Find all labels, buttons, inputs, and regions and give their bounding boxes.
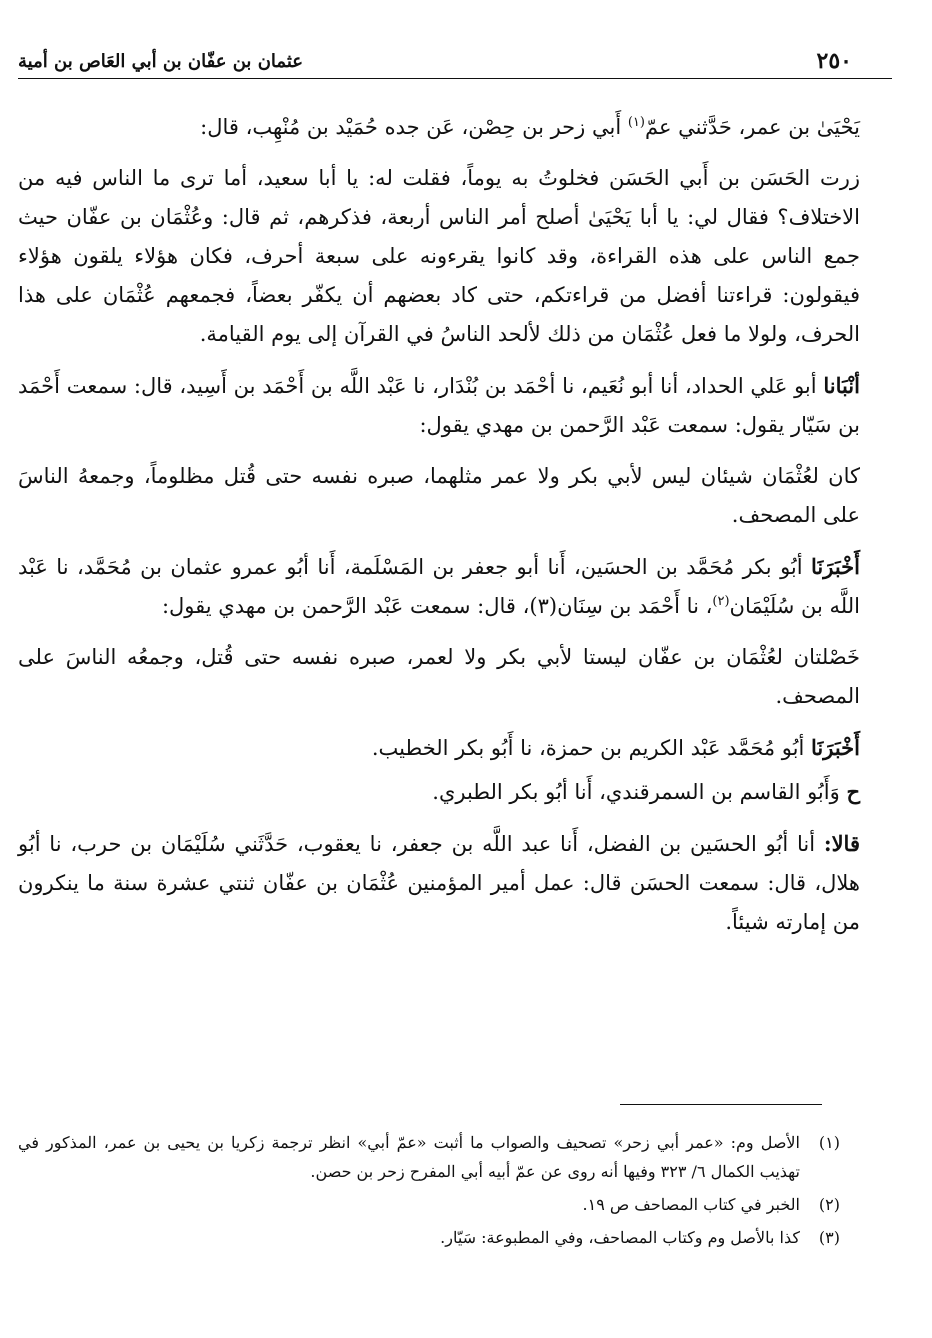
paragraph <box>18 824 860 942</box>
paragraph-text: كان لعُثْمَان شيئان ليس لأبي بكر ولا عمر مثلهما، صبره نفسه حتى قُتل مظلوماً، وجمعهُ الناسَ على المصحف. <box>18 464 860 527</box>
paragraph-lead: ح <box>846 779 860 804</box>
paragraph-lead: قالا: <box>823 831 860 856</box>
paragraph <box>18 457 860 535</box>
paragraph <box>18 772 860 812</box>
paragraph-text: خَصْلتان لعُثْمَان بن عفّان ليستا لأبي بكر ولا لعمر، صبره نفسه حتى قُتل، وجمعُه الناسَ على المصحف. <box>18 645 860 708</box>
footnote-divider <box>620 1104 822 1105</box>
paragraph <box>18 638 860 716</box>
paragraph <box>18 547 860 626</box>
paragraph-text: أبُو مُحَمَّد عَبْد الكريم بن حمزة، نا أَبُو بكر الخطيب. <box>371 736 812 760</box>
footnote-ref: (٢) <box>712 594 730 609</box>
paragraph-lead: أَخْبَرَنَا <box>811 735 860 760</box>
main-text <box>18 108 860 954</box>
footnote-ref: (١) <box>627 115 645 130</box>
paragraph <box>18 728 860 768</box>
paragraph-text: زرت الحَسَن بن أَبي الحَسَن فخلوتُ به يوماً، فقلت له: يا أبا سعيد، أما ترى ما الناس فيه من الاختلاف؟ فقال لي: يا أبا يَحْيَىٰ أصلح أمر الناس أربعة، فذكرهم، ثم قال: وعُثْمَان بن عفّان حيث جمع الناس على هذه القراءة، وقد كانوا يقرءونه على سبعة أحرف، فكان هؤلاء يلقون هؤلاء فيقولون: قراءتنا أفضل من قراءتكم، حتى كاد بعضهم أن يكفّر بعضاً، فجمعهم عُثْمَان على هذا الحرف، ولولا ما فعل عُثْمَان من ذلك لألحد الناسُ في القرآن إلى يوم القيامة. <box>18 166 860 346</box>
footnote-number: (٣) <box>818 1228 840 1247</box>
paragraph-text: أبُو بكر مُحَمَّد بن الحسَين، أَنا أبو جعفر بن المَسْلَمة، أَنا أبُو عمرو عثمان بن مُحَمَّد، نا عَبْد اللَّه بن سُلَيْمَان <box>18 555 860 618</box>
paragraph-text: وَأَبُو القاسم بن السمرقندي، أَنا أبُو بكر الطبري. <box>432 780 847 804</box>
footnote <box>18 1128 840 1186</box>
running-title: عثمان بن عفّان بن أبي العَاص بن أمية <box>18 51 303 72</box>
page-number: ٢٥٠ <box>816 48 852 74</box>
footnote <box>18 1223 840 1252</box>
paragraph-lead: أنْبَانا <box>823 373 860 398</box>
footnote-number: (١) <box>818 1133 840 1152</box>
footnote-number: (٢) <box>818 1195 840 1214</box>
paragraph <box>18 108 860 147</box>
paragraph-text: أبو عَلي الحداد، أنا أبو نُعَيم، نا أحْمَد بن بُنْدَار، نا عَبْد اللَّه بن أَحْمَد بن أَسِيد، قال: سمعت أَحْمَد بن سَيّار يقول: سمعت عَبْد الرَّحمن بن مهدي يقول: <box>18 374 860 437</box>
footnote-text: الخبر في كتاب المصاحف ص ١٩. <box>582 1195 800 1214</box>
footnote-text: الأصل وم: «عمر أبي زحر» تصحيف والصواب ما أثبت «عمّ أبي» انظر ترجمة زكريا بن يحيى بن عمر، المذكور في تهذيب الكمال ٦/ ٣٢٣ وفيها أنه روى عن عمّ أبيه أبي المفرح زحر بن حصن. <box>18 1133 800 1181</box>
footnote-text: كذا بالأصل وم وكتاب المصاحف، وفي المطبوعة: سَيّار. <box>440 1228 800 1247</box>
paragraph <box>18 159 860 354</box>
paragraph-tail: ، نا أَحْمَد بن سِنَان(٣)، قال: سمعت عَبْد الرَّحمن بن مهدي يقول: <box>161 594 713 618</box>
paragraph-text: يَحْيَىٰ بن عمر، حَدَّثني عمّ <box>644 115 860 139</box>
paragraph <box>18 366 860 445</box>
footnote <box>18 1190 840 1219</box>
paragraph-text: أنا أبُو الحسَين بن الفضل، أَنا عبد اللَّه بن جعفر، نا يعقوب، حَدَّثَني سُلَيْمَان بن حرب، نا أبُو هلال، قال: سمعت الحسَن قال: عمل أمير المؤمنين عُثْمَان بن عفّان ثنتي عشرة سنة ما ينكرون من إمارته شيئاً. <box>18 832 860 934</box>
page-header <box>18 42 892 79</box>
paragraph-tail: أَبي زحر بن حِصْن، عَن جده حُمَيْد بن مُنْهِب، قال: <box>200 115 628 139</box>
footnotes <box>18 1128 840 1256</box>
paragraph-lead: أَخْبَرَنَا <box>811 554 860 579</box>
